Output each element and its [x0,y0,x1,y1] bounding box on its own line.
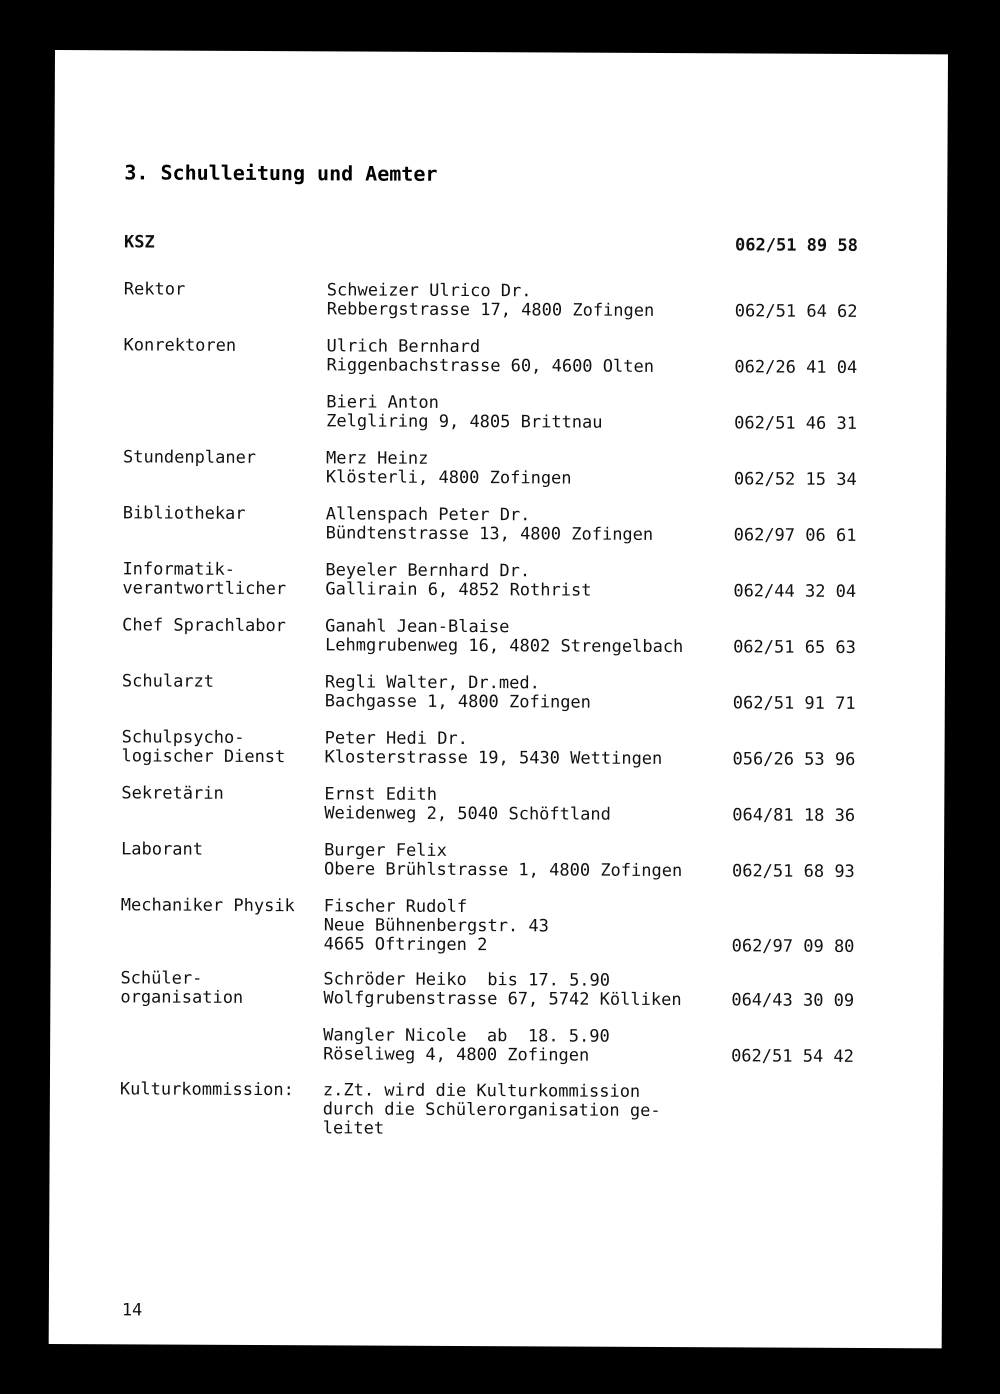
contact-details [327,281,655,321]
contact-details [324,841,682,881]
contact-name: Burger Felix [324,840,447,861]
contact-details [323,1081,661,1140]
directory-entry [123,392,883,434]
role-label-line: Schularzt [121,671,215,692]
contact-name: Schröder Heiko bis 17. 5.90 [323,969,611,991]
role-label-line: Sekretärin [121,783,224,804]
contact-address-line: Zelgliring 9, 4805 Brittnau [326,411,603,433]
phone-number: 062/51 91 71 [732,693,856,714]
contact-details [326,505,654,545]
contact-details [324,785,611,824]
directory-entry [122,447,883,490]
role-label [124,233,155,252]
directory-entry [121,727,882,770]
contact-details [324,729,662,769]
phone-number: 056/26 53 96 [732,749,856,770]
role-label-line: Rektor [123,279,186,300]
role-label-line: Konrektoren [123,335,237,356]
role-label-line: Laborant [121,839,204,860]
role-label [123,448,256,468]
contact-address-line: Weidenweg 2, 5040 Schöftland [324,803,611,825]
contact-address-line: Klosterstrasse 19, 5430 Wettingen [324,747,663,769]
role-label-line: Chef Sprachlabor [122,615,287,637]
role-label [121,784,223,804]
document-page [49,50,948,1348]
contact-address-line: Röseliweg 4, 4800 Zofingen [323,1044,590,1066]
role-label-line: Schüler- [120,968,203,989]
phone-number: 062/51 46 31 [734,413,858,434]
contact-address-line: durch die Schülerorganisation ge- [322,1099,661,1121]
directory-entry [121,839,881,882]
contact-name: Ulrich Bernhard [326,336,481,358]
role-label [121,896,295,916]
role-label [122,616,286,636]
contact-name: Schweizer Ulrico Dr. [326,280,532,302]
role-label-line: Stundenplaner [122,447,257,468]
contact-details [325,561,591,600]
role-label-line: verantwortlicher [122,578,287,600]
directory-entry [123,335,884,378]
directory-entry [121,783,881,826]
directory-entry [122,503,883,546]
phone-number: 062/52 15 34 [733,469,857,490]
contact-address-line: Gallirain 6, 4852 Rothrist [325,579,592,601]
phone-number: 062/51 54 42 [731,1046,854,1067]
contact-address-line: Riggenbachstrasse 60, 4600 Olten [326,355,655,377]
contact-address-line: leitet [322,1118,385,1139]
role-label [123,504,246,524]
role-label [120,969,243,1008]
phone-number: 062/26 41 04 [734,357,858,378]
role-label [124,336,237,356]
role-label [124,280,186,299]
role-label-line: Bibliothekar [122,503,246,524]
contact-address-line: Wolfgrubenstrasse 67, 5742 Kölliken [323,988,682,1011]
role-label-line: KSZ [124,232,155,253]
contact-name: Ganahl Jean-Blaise [325,616,510,638]
contact-address-line: 4665 Oftringen 2 [323,934,488,956]
role-label-line: Mechaniker Physik [120,895,295,917]
contact-name: Allenspach Peter Dr. [325,504,531,526]
directory-entry [120,968,881,1011]
role-label [121,840,203,859]
contact-name: Merz Heinz [325,448,429,469]
contact-name: z.Zt. wird die Kulturkommission [322,1080,641,1102]
contact-name: Ernst Edith [324,784,438,805]
contact-details [323,970,681,1010]
phone-number: 064/81 18 36 [732,805,856,826]
contact-name: Wangler Nicole ab 18. 5.90 [323,1025,610,1047]
contact-name: Beyeler Bernhard Dr. [325,560,531,582]
directory-entry [120,895,881,957]
contact-name: Fischer Rudolf [323,896,468,918]
phone-number: 062/51 64 62 [734,301,858,322]
contact-details [326,449,572,488]
contact-name: Peter Hedi Dr. [324,728,468,750]
role-label-line: Kulturkommission: [119,1079,294,1101]
phone-number: 062/44 32 04 [733,581,857,602]
contact-details [326,393,603,432]
contact-name: Bieri Anton [326,392,439,413]
contact-address-line: Klösterli, 4800 Zofingen [325,467,572,489]
contact-details [325,673,591,712]
role-label-line: organisation [120,987,244,1008]
role-label-line: Schulpsycho- [121,727,245,748]
contact-details [325,617,683,657]
phone-number: 062/97 09 80 [731,936,855,957]
contact-details [326,337,654,377]
directory-entry [123,279,884,322]
page-number: 14 [121,1300,143,1321]
contact-address-line: Obere Brühlstrasse 1, 4800 Zofingen [323,859,683,882]
directory-entry [120,1025,880,1067]
role-label [122,728,286,767]
directory-entry [119,1079,880,1139]
role-label-line: logischer Dienst [121,746,286,768]
directory-entry [121,671,882,714]
section-heading: 3. Schulleitung und Aemter [124,160,438,186]
directory-entry [122,615,882,658]
role-label [122,560,286,599]
contact-details [324,897,549,955]
phone-number: 062/51 89 58 [735,235,858,256]
directory-entry [124,232,884,256]
contact-address-line: Bündtenstrasse 13, 4800 Zofingen [325,523,654,545]
role-label-line: Informatik- [122,559,236,580]
contact-details [323,1026,610,1065]
directory-entry [122,559,883,602]
contact-address-line: Lehmgrubenweg 16, 4802 Strengelbach [325,635,684,658]
phone-number: 062/97 06 61 [733,525,857,546]
contact-address-line: Rebbergstrasse 17, 4800 Zofingen [326,299,655,321]
phone-number: 064/43 30 09 [731,990,855,1011]
role-label [120,1080,294,1100]
phone-number: 062/51 65 63 [733,637,856,658]
contact-address-line: Bachgasse 1, 4800 Zofingen [324,691,591,713]
contact-address-line: Neue Bühnenbergstr. 43 [323,915,549,937]
contact-name: Regli Walter, Dr.med. [324,672,540,694]
role-label [122,672,214,691]
phone-number: 062/51 68 93 [731,861,855,882]
